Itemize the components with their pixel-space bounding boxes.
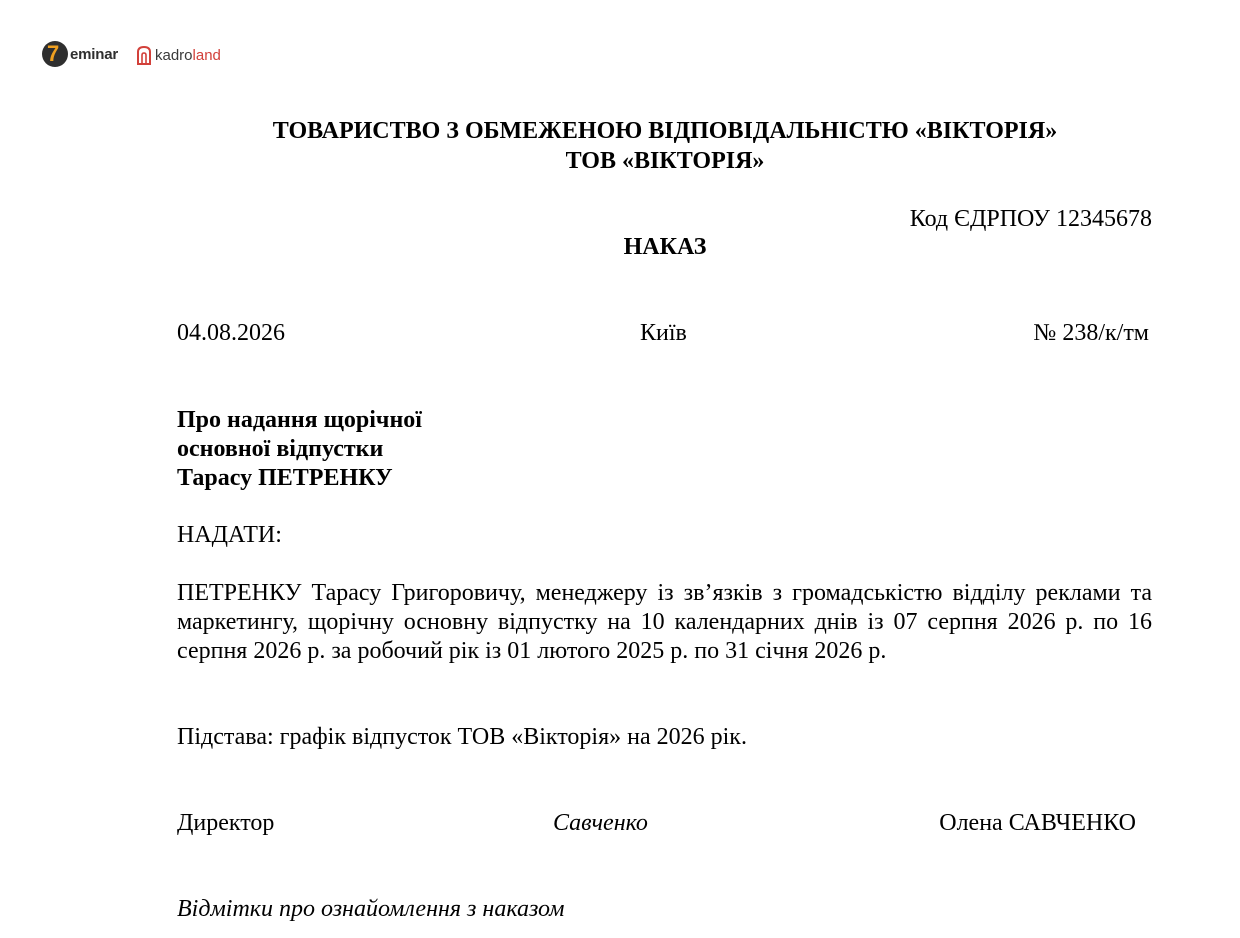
grant-heading: НАДАТИ: [177,522,282,548]
order-subject [177,406,422,493]
seminar-logo-icon [42,41,68,67]
signature: Савченко [553,810,648,836]
subject-line: основної відпустки [177,436,384,462]
subject-line: Про надання щорічної [177,407,422,433]
kadroland-logo-accent: land [192,46,221,64]
order-basis: Підстава: графік відпусток ТОВ «Вікторія» на 2026 рік. [177,724,747,750]
seminar-logo [42,40,118,68]
kadroland-logo [136,43,221,67]
order-date: 04.08.2026 [177,320,285,346]
seminar-logo-digit: 7 [47,41,60,66]
acquaintance-note: Відмітки про ознайомлення з наказом [177,896,565,922]
subject-line: Тарасу ПЕТРЕНКУ [177,465,393,491]
organization-short-name: ТОВ «ВІКТОРІЯ» [565,148,765,174]
seminar-logo-word: eminar [70,45,118,63]
kadroland-logo-main: kadro [155,46,193,64]
organization-full-name: ТОВАРИСТВО З ОБМЕЖЕНОЮ ВІДПОВІДАЛЬНІСТЮ «ВІКТОРІЯ» [272,118,1058,144]
order-body: ПЕТРЕНКУ Тарасу Григоровичу, менеджеру із зв’язків з громадськістю відділу реклами та маркетингу, щорічну основну відпустку на 10 календарних днів із 07 серпня 2026 р. по 16 серпня 2026 р. за робочий рік із 01 лютого 2025 р. по 31 січня 2026 р. [177,580,1152,664]
edrpou-code: Код ЄДРПОУ 12345678 [909,206,1152,232]
signer-position: Директор [177,810,275,836]
kadroland-logo-word [155,47,221,64]
document-title: НАКАЗ [623,234,707,260]
order-city: Київ [640,320,687,346]
kadroland-house-icon [136,45,152,65]
order-number: № 238/к/тм [1033,320,1149,346]
signer-name: Олена САВЧЕНКО [939,810,1136,836]
